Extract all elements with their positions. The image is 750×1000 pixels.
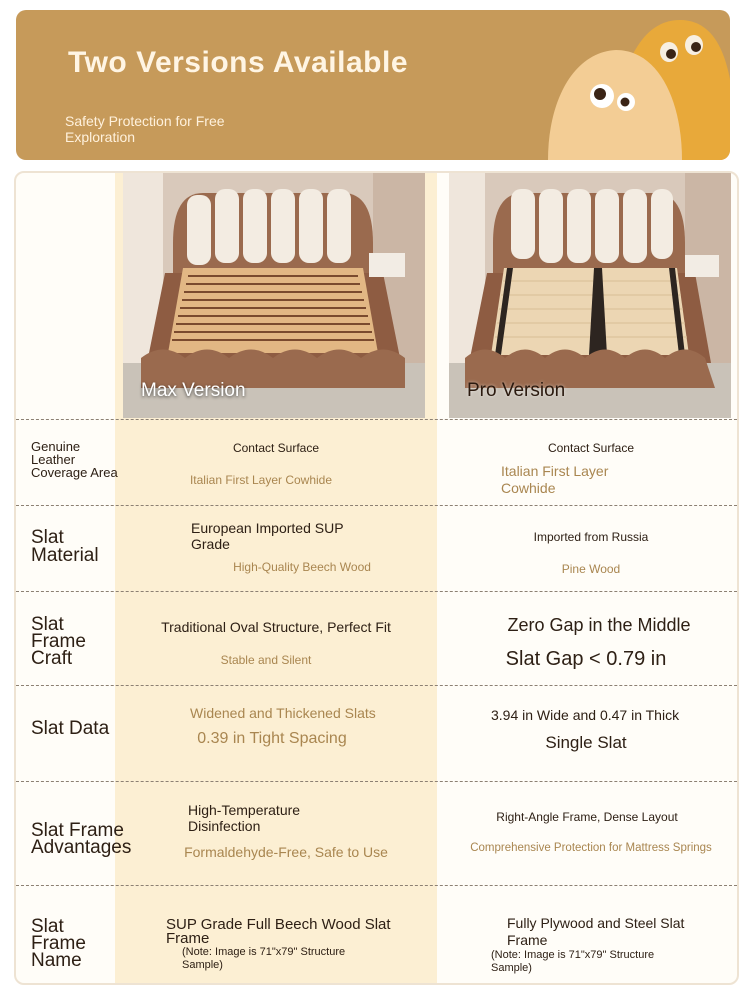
pro-title: Right-Angle Frame, Dense Layout (496, 810, 678, 824)
table-row (16, 885, 737, 985)
pro-version-photo (449, 173, 731, 418)
table-row (16, 591, 737, 685)
max-cell (126, 918, 426, 972)
row-label: Slat Frame Name (31, 916, 86, 971)
pro-detail: Single Slat (545, 733, 627, 752)
pro-version-label: Pro Version (467, 380, 566, 401)
max-title: High-Temperature Disinfection (188, 802, 301, 834)
max-detail: Formaldehyde-Free, Safe to Use (184, 844, 388, 860)
pro-title: 3.94 in Wide and 0.47 in Thick (491, 707, 680, 723)
max-detail: Stable and Silent (220, 653, 312, 667)
table-row (16, 505, 737, 591)
pro-cell (441, 615, 739, 671)
pro-detail: Slat Gap < 0.79 in (505, 648, 667, 670)
max-title: European Imported SUP Grade (191, 520, 344, 552)
max-detail: 0.39 in Tight Spacing (197, 730, 347, 747)
pro-cell (441, 709, 739, 753)
max-version-label: Max Version (141, 380, 246, 401)
pro-cell (441, 530, 739, 576)
pro-cell (441, 915, 739, 975)
max-title: Contact Surface (232, 441, 320, 455)
page-title: Two Versions Available (68, 46, 409, 79)
max-cell (126, 619, 426, 667)
pro-detail: Pine Wood (561, 562, 621, 576)
row-label: Slat Frame Craft (31, 614, 86, 669)
max-cell (126, 441, 426, 487)
table-row (16, 419, 737, 505)
row-label: Slat Data (31, 718, 110, 739)
row-label: Slat Material (31, 527, 99, 566)
max-version-photo (123, 173, 425, 418)
max-note: (Note: Image is 71"x79" Structure Sample) (182, 946, 346, 971)
header-banner (16, 10, 730, 160)
pro-title: Zero Gap in the Middle (507, 615, 691, 635)
pro-cell (441, 441, 739, 497)
max-title: SUP Grade Full Beech Wood Slat Frame (166, 916, 391, 947)
max-cell (126, 802, 426, 860)
banner-subtitle: Safety Protection for Free Exploration (65, 113, 225, 145)
max-detail: Italian First Layer Cowhide (189, 473, 333, 487)
max-cell (126, 706, 426, 748)
table-row (16, 685, 737, 781)
row-label: Slat Frame Advantages (31, 820, 132, 858)
mascot-illustration (522, 10, 730, 160)
pro-note: (Note: Image is 71"x79" Structure Sample) (491, 949, 655, 974)
pro-title: Imported from Russia (533, 530, 649, 544)
pro-title: Contact Surface (547, 441, 635, 455)
pro-detail: Italian First Layer Cowhide (501, 463, 609, 496)
max-detail: High-Quality Beech Wood (233, 560, 371, 574)
max-title: Widened and Thickened Slats (190, 705, 376, 721)
row-label: Genuine Leather Coverage Area (31, 439, 118, 480)
max-cell (126, 520, 426, 574)
pro-title: Fully Plywood and Steel Slat Frame (507, 915, 685, 948)
comparison-table (14, 171, 739, 985)
max-title: Traditional Oval Structure, Perfect Fit (161, 619, 391, 635)
table-row (16, 781, 737, 885)
pro-detail: Comprehensive Protection for Mattress Springs (470, 842, 712, 854)
pro-cell (441, 810, 739, 854)
